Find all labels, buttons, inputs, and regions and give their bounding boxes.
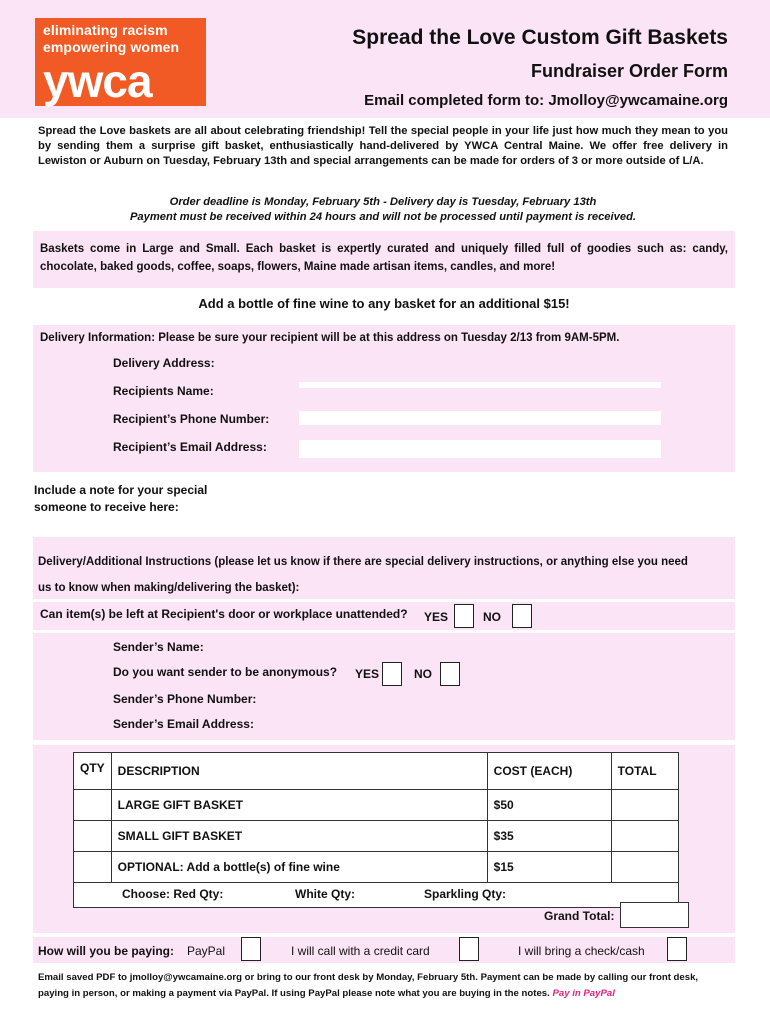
table-row <box>74 790 679 821</box>
paypal-link[interactable]: Pay in PayPal <box>552 988 615 999</box>
footer-note <box>38 970 738 1002</box>
description-header: DESCRIPTION <box>111 753 487 790</box>
cost-cell: $50 <box>487 790 611 821</box>
qty-header: QTY <box>74 753 112 790</box>
recipient-phone-field[interactable] <box>299 411 661 425</box>
cost-cell: $15 <box>487 852 611 883</box>
unattended-yes-label: YES <box>424 610 449 624</box>
unattended-yes-checkbox[interactable] <box>454 604 474 628</box>
qty-cell-small[interactable] <box>74 821 112 852</box>
total-cell-wine[interactable] <box>611 852 678 883</box>
wine-choice-row <box>74 883 679 908</box>
cost-cell: $35 <box>487 821 611 852</box>
sender-name-label: Sender’s Name: <box>113 640 204 654</box>
page-title: Spread the Love Custom Gift Baskets <box>352 26 728 49</box>
description-cell: LARGE GIFT BASKET <box>111 790 487 821</box>
qty-cell-wine[interactable] <box>74 852 112 883</box>
ywca-logo <box>35 18 206 106</box>
anonymous-no-checkbox[interactable] <box>440 662 460 686</box>
red-qty-label: Choose: Red Qty: <box>122 887 224 901</box>
email-instructions: Email completed form to: Jmolloy@ywcamaine.org <box>364 92 728 109</box>
description-cell: SMALL GIFT BASKET <box>111 821 487 852</box>
delivery-heading: Delivery Information: Please be sure your recipient will be at this address on Tuesday 2/13 from 9AM-5PM. <box>40 332 620 344</box>
recipient-phone-label: Recipient’s Phone Number: <box>113 412 270 426</box>
anonymous-no-label: NO <box>414 667 432 681</box>
deadline-notice: Order deadline is Monday, February 5th - Delivery day is Tuesday, February 13th Payment must be received within 24 hours and will not be processed until payment is received. <box>129 196 637 223</box>
delivery-address-label: Delivery Address: <box>113 356 215 370</box>
baskets-description: Baskets come in Large and Small. Each basket is expertly curated and uniquely filled full of goodies such as: candy, chocolate, baked goods, coffee, soaps, flowers, Maine made artisan items, candles, and more! <box>40 243 728 273</box>
sender-phone-label: Sender’s Phone Number: <box>113 692 257 706</box>
footer-line-1: Email saved PDF to jmolloy@ywcamaine.org or bring to our front desk by Monday, February 5th. Payment can be made by calling our front desk, <box>38 972 699 983</box>
credit-card-checkbox[interactable] <box>459 937 479 961</box>
total-header: TOTAL <box>611 753 678 790</box>
grand-total-field[interactable] <box>620 902 689 928</box>
description-cell: OPTIONAL: Add a bottle(s) of fine wine <box>111 852 487 883</box>
wine-offer: Add a bottle of fine wine to any basket for an additional $15! <box>198 296 570 311</box>
order-table-header <box>74 753 679 790</box>
total-cell-small[interactable] <box>611 821 678 852</box>
payment-question: How will you be paying: <box>38 944 175 958</box>
order-table <box>73 752 679 908</box>
check-cash-checkbox[interactable] <box>667 937 687 961</box>
anonymous-yes-label: YES <box>355 667 380 681</box>
recipient-email-field[interactable] <box>299 440 661 458</box>
unattended-no-checkbox[interactable] <box>512 604 532 628</box>
table-row <box>74 821 679 852</box>
sparkling-qty-label: Sparkling Qty: <box>424 887 507 901</box>
unattended-question: Can item(s) be left at Recipient's door or workplace unattended? <box>40 607 408 621</box>
grand-total-label: Grand Total: <box>544 909 615 923</box>
paypal-checkbox[interactable] <box>241 937 261 961</box>
cost-header: COST (EACH) <box>487 753 611 790</box>
check-cash-option-label: I will bring a check/cash <box>518 944 645 958</box>
footer-line-2: paying in person, or making a payment via PayPal. If using PayPal please note what you are buying in the notes. <box>38 988 550 999</box>
recipient-name-field[interactable] <box>299 382 661 388</box>
logo-wordmark: ywca <box>43 55 152 107</box>
instructions-label: Delivery/Additional Instructions (please let us know if there are special delivery instructions, or anything else you need us to know when making/delivering the basket): <box>38 556 688 594</box>
intro-paragraph: Spread the Love baskets are all about celebrating friendship! Tell the special people in your life just how much they mean to you by sending them a surprise gift basket, enthusiastically hand-delivered by YWCA Central Maine. We offer free delivery in Lewiston or Auburn on Tuesday, February 13th and special arrangements can be made for orders of 3 or more outside of L/A. <box>38 125 728 167</box>
page-subtitle: Fundraiser Order Form <box>530 61 728 81</box>
table-row <box>74 852 679 883</box>
recipient-email-label: Recipient’s Email Address: <box>113 440 267 454</box>
sender-email-label: Sender’s Email Address: <box>113 717 254 731</box>
anonymous-yes-checkbox[interactable] <box>382 662 402 686</box>
recipient-name-label: Recipients Name: <box>113 384 214 398</box>
total-cell-large[interactable] <box>611 790 678 821</box>
white-qty-label: White Qty: <box>295 887 355 901</box>
qty-cell-large[interactable] <box>74 790 112 821</box>
unattended-no-label: NO <box>483 610 501 624</box>
logo-tagline: eliminating racism empowering women <box>43 22 180 55</box>
note-label: Include a note for your special someone to receive here: <box>34 483 208 514</box>
credit-card-option-label: I will call with a credit card <box>291 944 430 958</box>
anonymous-question: Do you want sender to be anonymous? <box>113 665 338 679</box>
paypal-option-label: PayPal <box>187 944 226 958</box>
